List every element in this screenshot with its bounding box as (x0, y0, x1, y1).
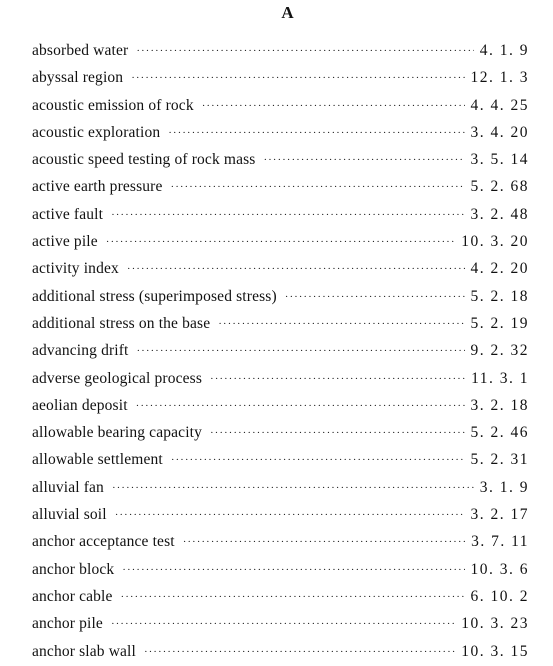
dot-leader (285, 284, 465, 311)
index-entry (32, 501, 529, 528)
section-reference: 4. 2. 20 (470, 260, 529, 278)
section-reference: 5. 2. 31 (470, 451, 529, 469)
index-entry-list (32, 37, 529, 665)
section-reference: 4. 4. 25 (470, 96, 529, 114)
index-term: anchor block (32, 560, 115, 578)
index-term: anchor acceptance test (32, 533, 175, 551)
dot-leader (263, 147, 464, 174)
index-entry (32, 556, 529, 583)
index-entry (32, 37, 529, 64)
section-reference: 5. 2. 68 (470, 178, 529, 196)
section-reference: 11. 3. 1 (471, 369, 529, 387)
index-entry (32, 419, 529, 446)
index-term: active fault (32, 205, 104, 223)
dot-leader (137, 338, 465, 365)
index-term: allowable bearing capacity (32, 424, 203, 442)
index-entry (32, 310, 529, 337)
dot-leader (115, 502, 465, 529)
dot-leader (218, 311, 464, 338)
dot-leader (127, 256, 465, 283)
section-reference: 3. 1. 9 (479, 478, 529, 496)
section-reference: 3. 2. 17 (470, 506, 529, 524)
index-term: activity index (32, 260, 119, 278)
section-reference: 10. 3. 15 (461, 642, 529, 660)
index-term: alluvial soil (32, 506, 107, 524)
index-term: additional stress on the base (32, 314, 211, 332)
section-reference: 3. 2. 18 (470, 396, 529, 414)
index-term: anchor pile (32, 615, 103, 633)
dot-leader (183, 529, 465, 556)
dot-leader (136, 38, 473, 65)
index-term: active pile (32, 233, 98, 251)
index-term: anchor slab wall (32, 642, 136, 660)
dot-leader (121, 584, 465, 611)
index-term: additional stress (superimposed stress) (32, 287, 277, 305)
dot-leader (210, 366, 465, 393)
index-term: abyssal region (32, 69, 124, 87)
dot-leader (171, 447, 465, 474)
index-entry (32, 528, 529, 555)
index-entry (32, 146, 529, 173)
section-reference: 10. 3. 6 (470, 560, 529, 578)
section-reference: 9. 2. 32 (470, 342, 529, 360)
section-reference: 3. 5. 14 (470, 151, 529, 169)
dot-leader (112, 475, 474, 502)
index-entry (32, 446, 529, 473)
index-entry (32, 638, 529, 665)
section-reference: 6. 10. 2 (470, 587, 529, 605)
section-reference: 10. 3. 23 (461, 615, 529, 633)
section-heading: A (281, 3, 294, 22)
dot-leader (210, 420, 464, 447)
dot-leader (168, 120, 464, 147)
index-entry (32, 64, 529, 91)
section-reference: 5. 2. 46 (470, 424, 529, 442)
index-entry (32, 173, 529, 200)
index-term: allowable settlement (32, 451, 163, 469)
dot-leader (202, 93, 465, 120)
index-entry (32, 337, 529, 364)
dot-leader (171, 174, 465, 201)
index-term: alluvial fan (32, 478, 104, 496)
index-term: advancing drift (32, 342, 129, 360)
index-entry (32, 201, 529, 228)
section-reference: 3. 2. 48 (470, 205, 529, 223)
dot-leader (106, 229, 455, 256)
section-reference: 3. 4. 20 (470, 123, 529, 141)
dot-leader (122, 557, 464, 584)
section-reference: 4. 1. 9 (479, 42, 529, 59)
index-entry (32, 283, 529, 310)
dot-leader (111, 611, 455, 638)
index-term: acoustic exploration (32, 123, 161, 141)
index-entry (32, 228, 529, 255)
dot-leader (136, 393, 465, 420)
section-reference: 5. 2. 19 (470, 314, 529, 332)
index-entry (32, 610, 529, 637)
section-reference: 12. 1. 3 (470, 69, 529, 87)
index-entry (32, 583, 529, 610)
index-entry (32, 474, 529, 501)
index-entry (32, 119, 529, 146)
section-reference: 3. 7. 11 (471, 533, 529, 551)
section-reference: 5. 2. 18 (470, 287, 529, 305)
index-term: anchor cable (32, 587, 113, 605)
index-term: aeolian deposit (32, 396, 128, 414)
dot-leader (131, 65, 464, 92)
index-term: absorbed water (32, 42, 129, 59)
section-reference: 10. 3. 20 (461, 233, 529, 251)
index-entry (32, 255, 529, 282)
index-term: adverse geological process (32, 369, 203, 387)
dot-leader (144, 639, 455, 666)
dot-leader (111, 202, 464, 229)
index-entry (32, 365, 529, 392)
index-term: acoustic speed testing of rock mass (32, 151, 256, 169)
index-entry (32, 392, 529, 419)
index-entry (32, 92, 529, 119)
index-term: acoustic emission of rock (32, 96, 194, 114)
index-term: active earth pressure (32, 178, 163, 196)
